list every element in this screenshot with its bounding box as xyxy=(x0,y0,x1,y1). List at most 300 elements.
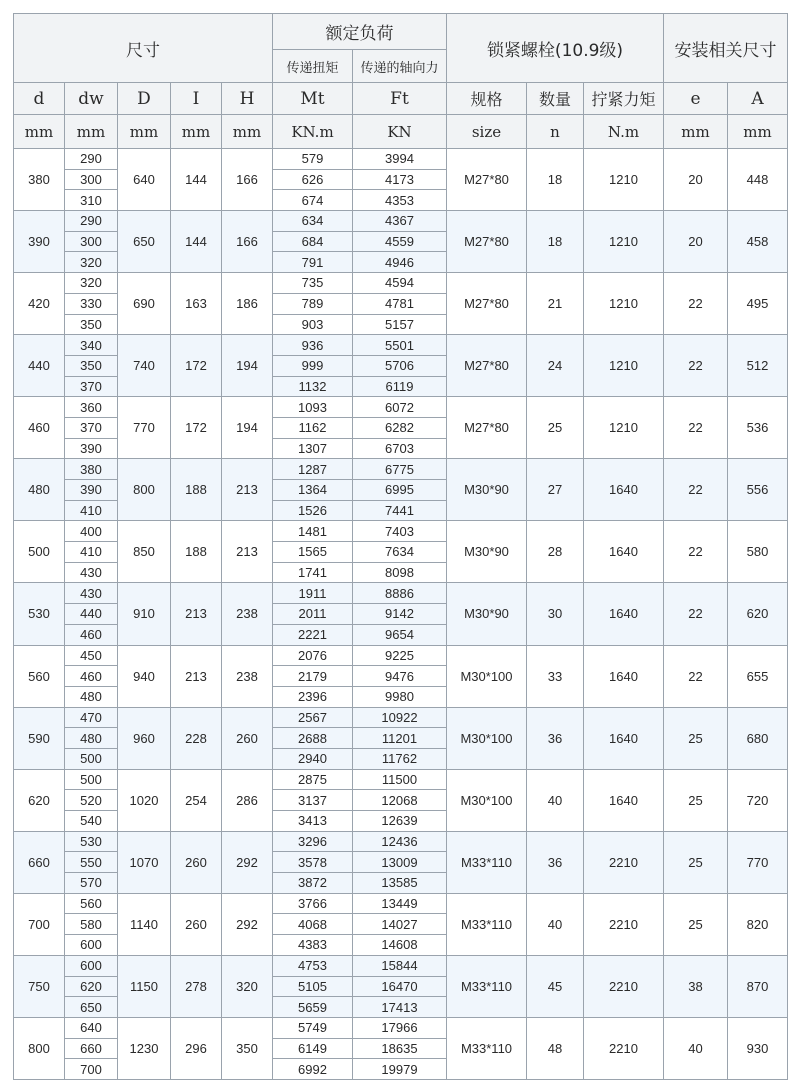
table-row xyxy=(14,955,788,976)
header-unit: mm xyxy=(222,115,273,149)
cell-mt: 6992 xyxy=(273,1059,353,1080)
cell-e: 25 xyxy=(664,831,728,893)
header-symbol: I xyxy=(171,83,222,115)
cell-H: 292 xyxy=(222,831,273,893)
header-unit: N.m xyxy=(584,115,664,149)
cell-bolt-qty: 30 xyxy=(527,583,584,645)
cell-H: 166 xyxy=(222,149,273,211)
cell-I: 188 xyxy=(171,459,222,521)
cell-e: 25 xyxy=(664,769,728,831)
cell-ft: 6703 xyxy=(353,438,447,459)
cell-dw: 700 xyxy=(65,1059,118,1080)
cell-e: 22 xyxy=(664,645,728,707)
cell-bolt-torque: 1210 xyxy=(584,397,664,459)
cell-mt: 1565 xyxy=(273,542,353,563)
cell-bolt-spec: M30*90 xyxy=(447,459,527,521)
cell-ft: 4946 xyxy=(353,252,447,273)
cell-d: 700 xyxy=(14,893,65,955)
cell-dw: 430 xyxy=(65,583,118,604)
cell-mt: 4753 xyxy=(273,955,353,976)
cell-bolt-torque: 1640 xyxy=(584,645,664,707)
cell-mt: 634 xyxy=(273,211,353,232)
cell-dw: 320 xyxy=(65,273,118,294)
cell-mt: 1287 xyxy=(273,459,353,480)
cell-D: 800 xyxy=(118,459,171,521)
cell-A: 458 xyxy=(728,211,788,273)
cell-I: 163 xyxy=(171,273,222,335)
cell-d: 750 xyxy=(14,955,65,1017)
cell-H: 194 xyxy=(222,335,273,397)
cell-dw: 640 xyxy=(65,1017,118,1038)
cell-mt: 5105 xyxy=(273,976,353,997)
cell-ft: 9142 xyxy=(353,604,447,625)
cell-dw: 290 xyxy=(65,211,118,232)
cell-bolt-spec: M33*110 xyxy=(447,831,527,893)
cell-bolt-qty: 21 xyxy=(527,273,584,335)
header-unit: KN xyxy=(353,115,447,149)
cell-ft: 15844 xyxy=(353,955,447,976)
cell-dw: 320 xyxy=(65,252,118,273)
cell-bolt-torque: 1640 xyxy=(584,583,664,645)
cell-mt: 4383 xyxy=(273,935,353,956)
cell-I: 144 xyxy=(171,149,222,211)
cell-A: 495 xyxy=(728,273,788,335)
header-unit: n xyxy=(527,115,584,149)
header-symbol: dw xyxy=(65,83,118,115)
cell-ft: 16470 xyxy=(353,976,447,997)
cell-mt: 1307 xyxy=(273,438,353,459)
cell-mt: 2396 xyxy=(273,686,353,707)
cell-e: 40 xyxy=(664,1017,728,1079)
cell-dw: 290 xyxy=(65,149,118,170)
cell-bolt-spec: M27*80 xyxy=(447,273,527,335)
cell-A: 556 xyxy=(728,459,788,521)
cell-dw: 480 xyxy=(65,728,118,749)
cell-bolt-qty: 40 xyxy=(527,893,584,955)
header-symbol: Ft xyxy=(353,83,447,115)
cell-d: 380 xyxy=(14,149,65,211)
cell-d: 390 xyxy=(14,211,65,273)
cell-e: 25 xyxy=(664,893,728,955)
header-unit: size xyxy=(447,115,527,149)
cell-ft: 4353 xyxy=(353,190,447,211)
cell-dw: 460 xyxy=(65,624,118,645)
cell-mt: 999 xyxy=(273,355,353,376)
cell-A: 820 xyxy=(728,893,788,955)
cell-mt: 3296 xyxy=(273,831,353,852)
cell-ft: 6072 xyxy=(353,397,447,418)
cell-dw: 390 xyxy=(65,480,118,501)
cell-e: 22 xyxy=(664,583,728,645)
cell-A: 655 xyxy=(728,645,788,707)
cell-D: 740 xyxy=(118,335,171,397)
cell-I: 228 xyxy=(171,707,222,769)
header-symbol: e xyxy=(664,83,728,115)
header-symbol: Mt xyxy=(273,83,353,115)
cell-dw: 440 xyxy=(65,604,118,625)
cell-ft: 4559 xyxy=(353,231,447,252)
cell-bolt-torque: 2210 xyxy=(584,955,664,1017)
cell-H: 350 xyxy=(222,1017,273,1079)
cell-dw: 460 xyxy=(65,666,118,687)
cell-dw: 450 xyxy=(65,645,118,666)
cell-mt: 2940 xyxy=(273,748,353,769)
cell-H: 286 xyxy=(222,769,273,831)
spec-table xyxy=(13,13,788,1080)
cell-A: 512 xyxy=(728,335,788,397)
cell-I: 254 xyxy=(171,769,222,831)
cell-mt: 2221 xyxy=(273,624,353,645)
header-sub-torque: 传递扭矩 xyxy=(273,50,353,83)
cell-dw: 380 xyxy=(65,459,118,480)
table-row xyxy=(14,273,788,294)
cell-dw: 430 xyxy=(65,562,118,583)
cell-D: 1070 xyxy=(118,831,171,893)
cell-ft: 6119 xyxy=(353,376,447,397)
cell-e: 22 xyxy=(664,273,728,335)
cell-mt: 579 xyxy=(273,149,353,170)
table-row xyxy=(14,335,788,356)
cell-mt: 3578 xyxy=(273,852,353,873)
cell-ft: 6775 xyxy=(353,459,447,480)
cell-I: 213 xyxy=(171,583,222,645)
cell-dw: 470 xyxy=(65,707,118,728)
cell-I: 172 xyxy=(171,397,222,459)
cell-ft: 3994 xyxy=(353,149,447,170)
cell-e: 38 xyxy=(664,955,728,1017)
cell-I: 213 xyxy=(171,645,222,707)
cell-ft: 7634 xyxy=(353,542,447,563)
cell-ft: 11201 xyxy=(353,728,447,749)
cell-d: 480 xyxy=(14,459,65,521)
cell-ft: 4173 xyxy=(353,169,447,190)
header-group-load: 额定负荷 xyxy=(273,14,447,50)
cell-dw: 350 xyxy=(65,314,118,335)
cell-mt: 2011 xyxy=(273,604,353,625)
cell-ft: 14027 xyxy=(353,914,447,935)
cell-mt: 1162 xyxy=(273,417,353,438)
cell-e: 22 xyxy=(664,335,728,397)
cell-bolt-qty: 28 xyxy=(527,521,584,583)
cell-dw: 480 xyxy=(65,686,118,707)
cell-bolt-torque: 2210 xyxy=(584,1017,664,1079)
cell-I: 278 xyxy=(171,955,222,1017)
cell-dw: 600 xyxy=(65,935,118,956)
cell-d: 620 xyxy=(14,769,65,831)
cell-mt: 3413 xyxy=(273,811,353,832)
cell-H: 213 xyxy=(222,459,273,521)
cell-A: 536 xyxy=(728,397,788,459)
header-symbol: A xyxy=(728,83,788,115)
cell-ft: 4781 xyxy=(353,293,447,314)
cell-ft: 5157 xyxy=(353,314,447,335)
cell-ft: 6282 xyxy=(353,417,447,438)
header-unit: mm xyxy=(65,115,118,149)
cell-dw: 410 xyxy=(65,500,118,521)
cell-ft: 7403 xyxy=(353,521,447,542)
cell-dw: 560 xyxy=(65,893,118,914)
cell-D: 690 xyxy=(118,273,171,335)
cell-mt: 674 xyxy=(273,190,353,211)
cell-mt: 5659 xyxy=(273,997,353,1018)
cell-dw: 500 xyxy=(65,769,118,790)
cell-bolt-spec: M33*110 xyxy=(447,1017,527,1079)
cell-mt: 6149 xyxy=(273,1038,353,1059)
cell-mt: 2179 xyxy=(273,666,353,687)
cell-e: 25 xyxy=(664,707,728,769)
cell-ft: 8886 xyxy=(353,583,447,604)
cell-H: 292 xyxy=(222,893,273,955)
cell-H: 186 xyxy=(222,273,273,335)
cell-dw: 410 xyxy=(65,542,118,563)
table-body xyxy=(14,149,788,1080)
header-symbol: 规格 xyxy=(447,83,527,115)
header-group-size: 尺寸 xyxy=(14,14,273,83)
cell-D: 940 xyxy=(118,645,171,707)
header-group-bolt: 锁紧螺栓(10.9级) xyxy=(447,14,664,83)
cell-bolt-spec: M30*100 xyxy=(447,769,527,831)
cell-ft: 9225 xyxy=(353,645,447,666)
cell-A: 930 xyxy=(728,1017,788,1079)
cell-I: 296 xyxy=(171,1017,222,1079)
header-symbol: H xyxy=(222,83,273,115)
cell-d: 530 xyxy=(14,583,65,645)
cell-dw: 390 xyxy=(65,438,118,459)
cell-dw: 530 xyxy=(65,831,118,852)
cell-d: 590 xyxy=(14,707,65,769)
cell-ft: 10922 xyxy=(353,707,447,728)
cell-ft: 7441 xyxy=(353,500,447,521)
cell-bolt-qty: 27 xyxy=(527,459,584,521)
cell-bolt-torque: 1640 xyxy=(584,707,664,769)
cell-bolt-spec: M30*100 xyxy=(447,645,527,707)
cell-ft: 14608 xyxy=(353,935,447,956)
cell-A: 770 xyxy=(728,831,788,893)
cell-I: 260 xyxy=(171,831,222,893)
cell-dw: 370 xyxy=(65,417,118,438)
cell-D: 770 xyxy=(118,397,171,459)
table-row xyxy=(14,645,788,666)
cell-bolt-spec: M30*100 xyxy=(447,707,527,769)
table-row xyxy=(14,707,788,728)
cell-H: 194 xyxy=(222,397,273,459)
cell-mt: 735 xyxy=(273,273,353,294)
table-row xyxy=(14,1017,788,1038)
cell-bolt-torque: 1210 xyxy=(584,335,664,397)
cell-mt: 2688 xyxy=(273,728,353,749)
cell-mt: 1364 xyxy=(273,480,353,501)
cell-A: 870 xyxy=(728,955,788,1017)
cell-H: 238 xyxy=(222,583,273,645)
cell-e: 22 xyxy=(664,521,728,583)
cell-A: 580 xyxy=(728,521,788,583)
cell-mt: 1741 xyxy=(273,562,353,583)
cell-mt: 936 xyxy=(273,335,353,356)
cell-ft: 9980 xyxy=(353,686,447,707)
cell-mt: 789 xyxy=(273,293,353,314)
cell-mt: 2875 xyxy=(273,769,353,790)
table-row xyxy=(14,831,788,852)
header-symbol: 拧紧力矩 xyxy=(584,83,664,115)
cell-I: 172 xyxy=(171,335,222,397)
cell-bolt-qty: 40 xyxy=(527,769,584,831)
cell-bolt-torque: 1640 xyxy=(584,769,664,831)
cell-mt: 2567 xyxy=(273,707,353,728)
cell-mt: 2076 xyxy=(273,645,353,666)
header-symbol: d xyxy=(14,83,65,115)
cell-bolt-qty: 25 xyxy=(527,397,584,459)
cell-ft: 12436 xyxy=(353,831,447,852)
cell-bolt-spec: M30*90 xyxy=(447,583,527,645)
cell-ft: 18635 xyxy=(353,1038,447,1059)
cell-bolt-qty: 48 xyxy=(527,1017,584,1079)
cell-ft: 13585 xyxy=(353,873,447,894)
cell-d: 460 xyxy=(14,397,65,459)
cell-e: 20 xyxy=(664,149,728,211)
cell-H: 213 xyxy=(222,521,273,583)
header-symbol: 数量 xyxy=(527,83,584,115)
cell-dw: 400 xyxy=(65,521,118,542)
cell-H: 320 xyxy=(222,955,273,1017)
cell-ft: 11500 xyxy=(353,769,447,790)
cell-A: 620 xyxy=(728,583,788,645)
cell-bolt-qty: 24 xyxy=(527,335,584,397)
header-unit: KN.m xyxy=(273,115,353,149)
cell-mt: 5749 xyxy=(273,1017,353,1038)
table-row xyxy=(14,211,788,232)
cell-bolt-spec: M27*80 xyxy=(447,397,527,459)
cell-dw: 660 xyxy=(65,1038,118,1059)
cell-ft: 17966 xyxy=(353,1017,447,1038)
cell-mt: 1911 xyxy=(273,583,353,604)
cell-mt: 3872 xyxy=(273,873,353,894)
table-row xyxy=(14,149,788,170)
table-row xyxy=(14,459,788,480)
cell-dw: 300 xyxy=(65,231,118,252)
cell-d: 800 xyxy=(14,1017,65,1079)
cell-dw: 350 xyxy=(65,355,118,376)
cell-D: 640 xyxy=(118,149,171,211)
cell-mt: 1481 xyxy=(273,521,353,542)
cell-D: 1150 xyxy=(118,955,171,1017)
cell-bolt-spec: M30*90 xyxy=(447,521,527,583)
cell-dw: 540 xyxy=(65,811,118,832)
cell-ft: 9476 xyxy=(353,666,447,687)
cell-dw: 570 xyxy=(65,873,118,894)
cell-bolt-qty: 36 xyxy=(527,707,584,769)
cell-e: 22 xyxy=(664,397,728,459)
cell-bolt-qty: 18 xyxy=(527,149,584,211)
cell-bolt-spec: M27*80 xyxy=(447,335,527,397)
cell-dw: 330 xyxy=(65,293,118,314)
cell-dw: 370 xyxy=(65,376,118,397)
header-sub-axial: 传递的轴向力 xyxy=(353,50,447,83)
cell-A: 448 xyxy=(728,149,788,211)
cell-D: 850 xyxy=(118,521,171,583)
cell-ft: 5501 xyxy=(353,335,447,356)
cell-ft: 6995 xyxy=(353,480,447,501)
cell-dw: 620 xyxy=(65,976,118,997)
cell-D: 1020 xyxy=(118,769,171,831)
cell-d: 420 xyxy=(14,273,65,335)
cell-I: 144 xyxy=(171,211,222,273)
cell-ft: 4594 xyxy=(353,273,447,294)
cell-bolt-torque: 1210 xyxy=(584,273,664,335)
header-unit: mm xyxy=(664,115,728,149)
cell-H: 260 xyxy=(222,707,273,769)
cell-D: 1140 xyxy=(118,893,171,955)
cell-I: 260 xyxy=(171,893,222,955)
header-unit: mm xyxy=(728,115,788,149)
cell-dw: 340 xyxy=(65,335,118,356)
cell-ft: 4367 xyxy=(353,211,447,232)
cell-A: 720 xyxy=(728,769,788,831)
cell-bolt-torque: 2210 xyxy=(584,831,664,893)
cell-dw: 300 xyxy=(65,169,118,190)
table-row xyxy=(14,769,788,790)
cell-bolt-torque: 1210 xyxy=(584,149,664,211)
cell-dw: 520 xyxy=(65,790,118,811)
cell-I: 188 xyxy=(171,521,222,583)
header-unit: mm xyxy=(118,115,171,149)
cell-bolt-torque: 1640 xyxy=(584,459,664,521)
cell-ft: 19979 xyxy=(353,1059,447,1080)
cell-ft: 9654 xyxy=(353,624,447,645)
cell-dw: 650 xyxy=(65,997,118,1018)
cell-bolt-qty: 45 xyxy=(527,955,584,1017)
cell-e: 22 xyxy=(664,459,728,521)
cell-mt: 626 xyxy=(273,169,353,190)
cell-bolt-spec: M27*80 xyxy=(447,149,527,211)
cell-ft: 5706 xyxy=(353,355,447,376)
cell-D: 650 xyxy=(118,211,171,273)
cell-d: 500 xyxy=(14,521,65,583)
cell-dw: 580 xyxy=(65,914,118,935)
cell-bolt-spec: M33*110 xyxy=(447,955,527,1017)
cell-dw: 500 xyxy=(65,748,118,769)
table-row xyxy=(14,521,788,542)
cell-d: 560 xyxy=(14,645,65,707)
cell-ft: 11762 xyxy=(353,748,447,769)
table-row xyxy=(14,583,788,604)
cell-mt: 1093 xyxy=(273,397,353,418)
cell-mt: 684 xyxy=(273,231,353,252)
cell-ft: 13449 xyxy=(353,893,447,914)
cell-mt: 791 xyxy=(273,252,353,273)
table-row xyxy=(14,893,788,914)
cell-mt: 3137 xyxy=(273,790,353,811)
cell-D: 910 xyxy=(118,583,171,645)
cell-ft: 13009 xyxy=(353,852,447,873)
cell-H: 166 xyxy=(222,211,273,273)
cell-mt: 1132 xyxy=(273,376,353,397)
cell-dw: 550 xyxy=(65,852,118,873)
header-unit: mm xyxy=(14,115,65,149)
cell-dw: 600 xyxy=(65,955,118,976)
cell-ft: 12639 xyxy=(353,811,447,832)
cell-bolt-torque: 1210 xyxy=(584,211,664,273)
cell-mt: 1526 xyxy=(273,500,353,521)
cell-dw: 360 xyxy=(65,397,118,418)
cell-dw: 310 xyxy=(65,190,118,211)
cell-mt: 4068 xyxy=(273,914,353,935)
cell-bolt-torque: 2210 xyxy=(584,893,664,955)
cell-bolt-qty: 36 xyxy=(527,831,584,893)
table-row xyxy=(14,397,788,418)
cell-d: 660 xyxy=(14,831,65,893)
header-unit: mm xyxy=(171,115,222,149)
cell-d: 440 xyxy=(14,335,65,397)
